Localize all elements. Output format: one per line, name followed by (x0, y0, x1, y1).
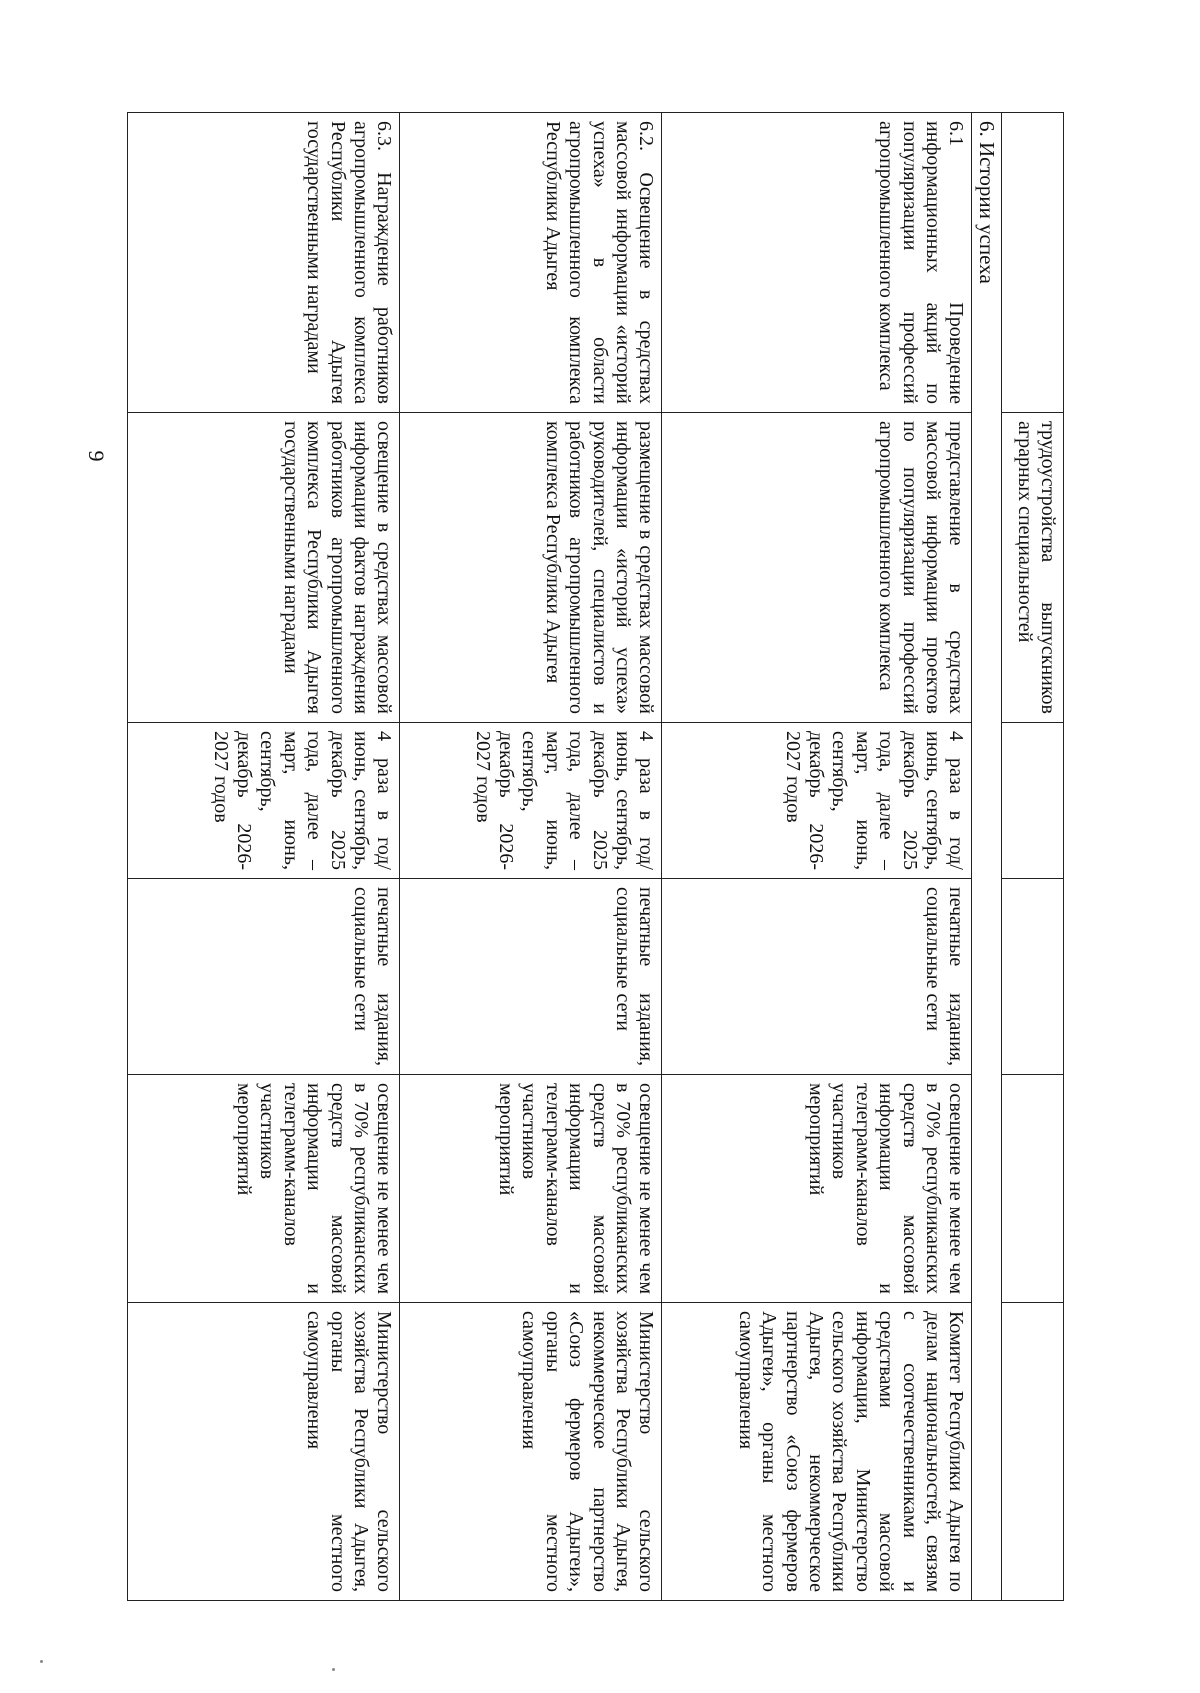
table-row (400, 113, 662, 1601)
scan-speck (40, 1660, 43, 1663)
cell-channel: печатные издания, социальные сети (128, 879, 400, 1075)
measures-table (127, 112, 1064, 1601)
cell-measure: 6.2. Освещение в средствах массовой информации «историй успеха» в области агропромышленного комплекса Республики Адыгея (400, 113, 662, 413)
cell-timing (1002, 723, 1064, 879)
cell-indicator: освещение не менее чем в 70% республиканских средств массовой информации и телеграмм-каналов участников мероприятий (128, 1075, 400, 1303)
cell-timing: 4 раза в год/ июнь, сентябрь, декабрь 2025 года, далее – март, июнь, сентябрь, декабрь 2026-2027 годов (662, 723, 972, 879)
cell-timing: 4 раза в год/ июнь, сентябрь, декабрь 2025 года, далее – март, июнь, сентябрь, декабрь 2026-2027 годов (400, 723, 662, 879)
section-header-row (972, 113, 1002, 1601)
cell-indicator (1002, 1075, 1064, 1303)
cell-content: освещение в средствах массовой информации фактов награждения работников агропромышленного комплекса Республики Адыгея государственными наградами (128, 413, 400, 723)
cell-channel: печатные издания, социальные сети (662, 879, 972, 1075)
page-number: 9 (84, 450, 109, 462)
table-row (662, 113, 972, 1601)
scan-speck (332, 1668, 335, 1671)
cell-channel: печатные издания, социальные сети (400, 879, 662, 1075)
cell-responsible: Министерство сельского хозяйства Республики Адыгея, некоммерческое партнерство «Союз фермеров Адыгеи», органы местного самоуправления (400, 1303, 662, 1601)
section-title: 6. Истории успеха (972, 113, 1002, 1601)
cell-measure: 6.1 Проведение информационных акций по популяризации профессий агропромышленного комплекса (662, 113, 972, 413)
cell-timing: 4 раза в год/ июнь, сентябрь, декабрь 2025 года, далее – март, июнь, сентябрь, декабрь 2026-2027 годов (128, 723, 400, 879)
table-row-continuation (1002, 113, 1064, 1601)
cell-responsible: Комитет Республики Адыгея по делам национальностей, связям с соотечественниками и средствами массовой информации, Министерство сельского хозяйства Республики Адыгея, некоммерческое партнерство «Союз фермеров Адыгеи», органы местного самоуправления (662, 1303, 972, 1601)
document-table-rotated (130, 112, 1064, 1600)
table-row (128, 113, 400, 1601)
cell-content: трудоустройства выпускников аграрных специальностей (1002, 413, 1064, 723)
cell-channel (1002, 879, 1064, 1075)
cell-responsible (1002, 1303, 1064, 1601)
cell-measure: 6.3. Награждение работников агропромышленного комплекса Республики Адыгея государственными наградами (128, 113, 400, 413)
cell-indicator: освещение не менее чем в 70% республиканских средств массовой информации и телеграмм-каналов участников мероприятий (662, 1075, 972, 1303)
cell-measure (1002, 113, 1064, 413)
cell-indicator: освещение не менее чем в 70% республиканских средств массовой информации и телеграмм-каналов участников мероприятий (400, 1075, 662, 1303)
cell-responsible: Министерство сельского хозяйства Республики Адыгея, органы местного самоуправления (128, 1303, 400, 1601)
cell-content: представление в средствах массовой информации проектов по популяризации профессий агропромышленного комплекса (662, 413, 972, 723)
cell-content: размещение в средствах массовой информации «историй успеха» руководителей, специалистов и работников агропромышленного комплекса Республики Адыгея (400, 413, 662, 723)
